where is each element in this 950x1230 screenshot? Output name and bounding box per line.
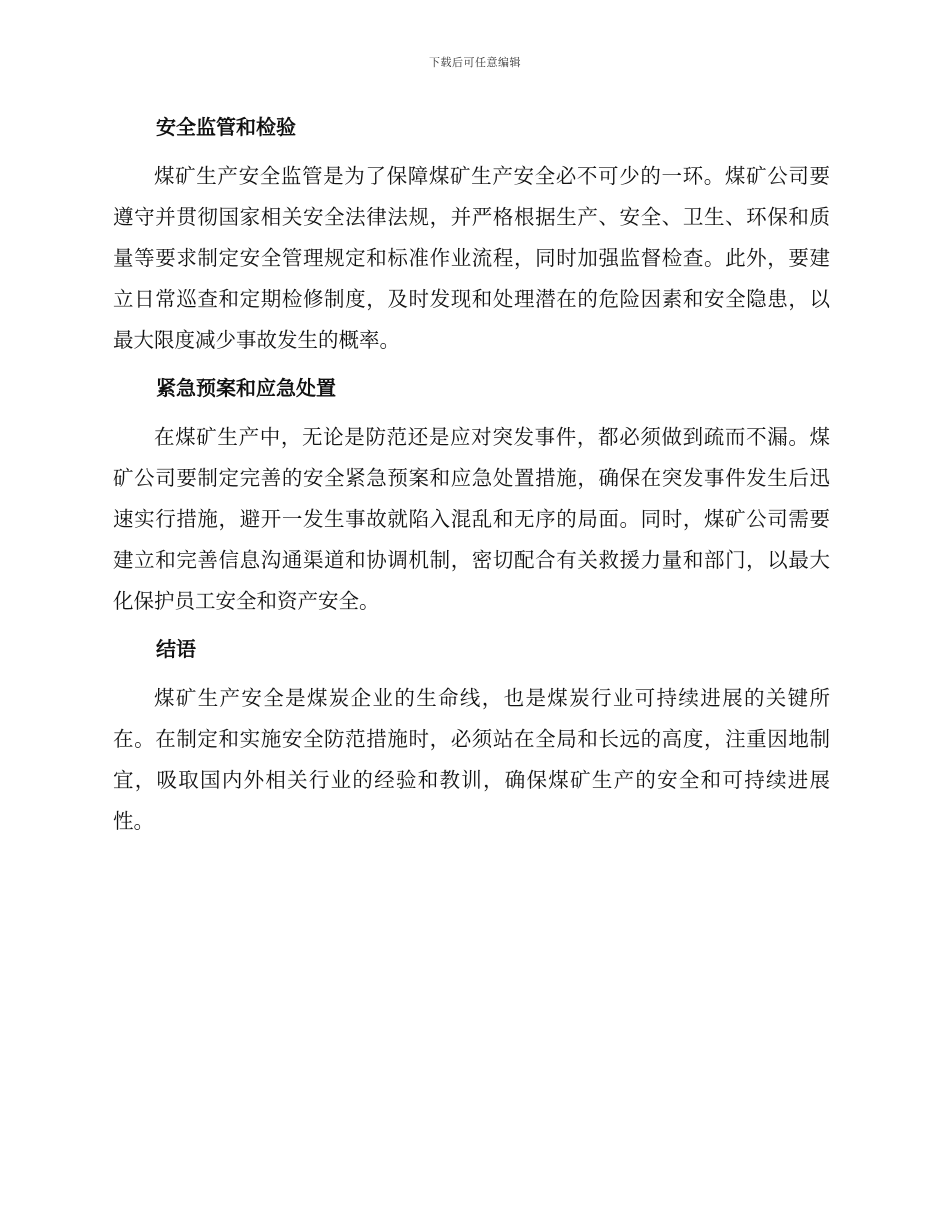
section-emergency-plan [113,371,830,622]
section-safety-supervision [113,110,830,361]
section-paragraph: 煤矿生产安全监管是为了保障煤矿生产安全必不可少的一环。煤矿公司要遵守并贯彻国家相关安全法律法规，并严格根据生产、安全、卫生、环保和质量等要求制定安全管理规定和标准作业流程，同时加强监督检查。此外，要建立日常巡查和定期检修制度，及时发现和处理潜在的危险因素和安全隐患，以最大限度减少事故发生的概率。 [113,164,830,352]
section-heading: 安全监管和检验 [156,115,296,139]
section-paragraph: 在煤矿生产中，无论是防范还是应对突发事件，都必须做到疏而不漏。煤矿公司要制定完善的安全紧急预案和应急处置措施，确保在突发事件发生后迅速实行措施，避开一发生事故就陷入混乱和无序的局面。同时，煤矿公司需要建立和完善信息沟通渠道和协调机制，密切配合有关救援力量和部门，以最大化保护员工安全和资产安全。 [113,425,830,613]
section-heading: 紧急预案和应急处置 [156,376,336,400]
section-conclusion [113,632,830,842]
document-body [113,110,830,852]
page-header-note: 下载后可任意编辑 [429,56,521,69]
section-heading: 结语 [156,637,196,661]
section-paragraph: 煤矿生产安全是煤炭企业的生命线，也是煤炭行业可持续进展的关键所在。在制定和实施安全防范措施时，必须站在全局和长远的高度，注重因地制宜，吸取国内外相关行业的经验和教训，确保煤矿生产的安全和可持续进展性。 [113,686,830,833]
